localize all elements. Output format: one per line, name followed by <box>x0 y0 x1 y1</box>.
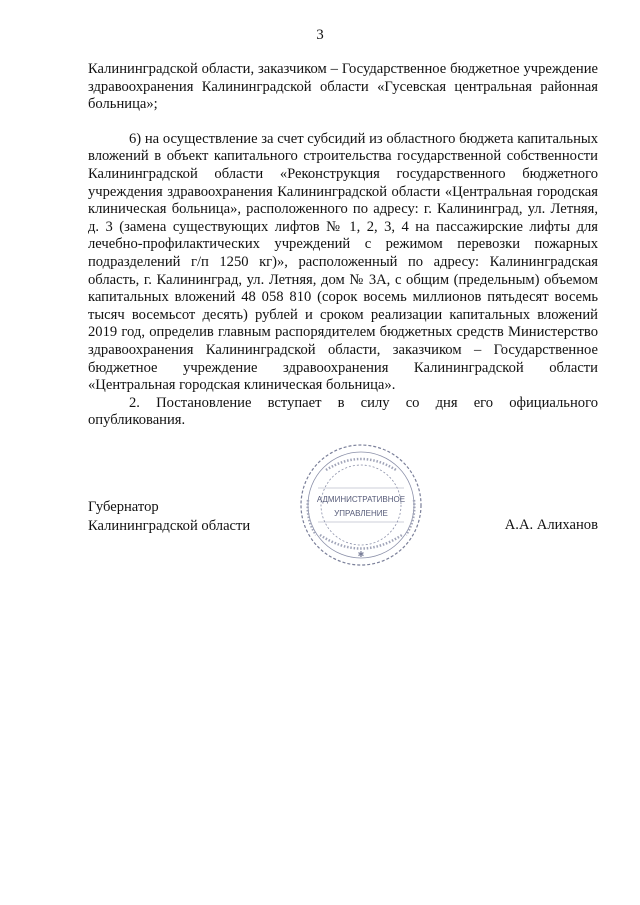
body-text <box>88 61 598 430</box>
stamp-center-line2: УПРАВЛЕНИЕ <box>334 509 388 518</box>
paragraph-continuation: Калининградской области, заказчиком – Государственное бюджетное учреждение здравоохранения Калининградской области «Гусевская центральная районная больница»; <box>88 61 598 113</box>
page-number: 3 <box>316 27 324 43</box>
signer-title-line2: Калининградской области <box>88 518 251 534</box>
svg-text:✱: ✱ <box>357 550 365 559</box>
paragraph-item-2: 2. Постановление вступает в силу со дня его официального опубликования. <box>88 394 598 429</box>
signer-title <box>88 498 250 536</box>
paragraph-item-6: 6) на осуществление за счет субсидий из областного бюджета капитальных вложений в объект капитального строительства государственной собственности Калининградской области «Реконструкция государственного бюджетного учреждения здравоохранения Калининградской области «Центральная городская клиническая больница», расположенного по адресу: г. Калининград, ул. Летняя, д. 3 (замена существующих лифтов № 1, 2, 3, 4 на пассажирские лифты для лечебно-профилактических учреждений с режимом перевозки пожарных подразделений г/п 1250 кг)», расположенный по адресу: Калининградская область, г. Калининград, ул. Летняя, дом № 3А, с общим (предельным) объемом капитальных вложений 48 058 810 (сорок восемь миллионов пятьдесят восемь тысяч восемьсот десять) рублей и сроком реализации капитальных вложений 2019 год, определив главным распорядителем бюджетных средств Министерство здравоохранения Калининградской области, заказчиком – Государственное бюджетное учреждение здравоохранения Калининградской области «Центральная городская клиническая больница». <box>88 130 598 394</box>
signer-title-line1: Губернатор <box>88 499 159 515</box>
stamp-center-line1: АДМИНИСТРАТИВНОЕ <box>316 495 406 504</box>
signer-name: А.А. Алиханов <box>504 517 598 533</box>
official-stamp <box>296 440 426 570</box>
